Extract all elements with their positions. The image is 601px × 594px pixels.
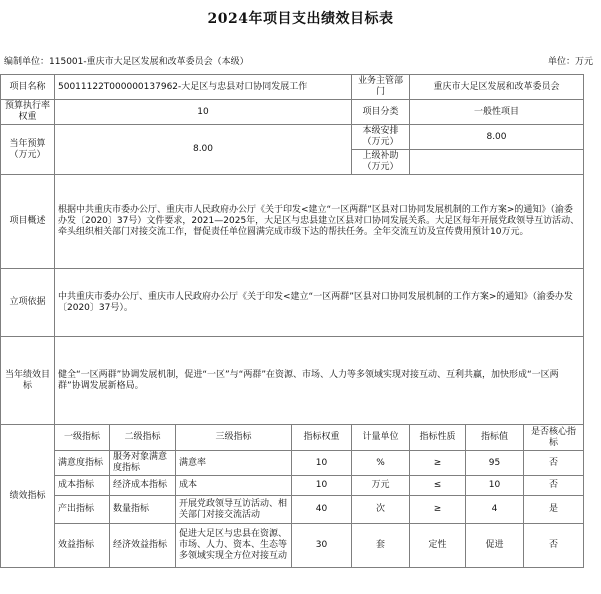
table-row	[1, 524, 584, 568]
row-overview	[1, 175, 584, 269]
row4-core: 否	[524, 524, 584, 568]
row-exec-rate	[1, 100, 584, 125]
overview-text: 根据中共重庆市委办公厅、重庆市人民政府办公厅《关于印发<建立“一区两群”区县对口协同发展机制的工作方案>的通知》（渝委办发〔2020〕37号）文件要求，2021—2025年，大足区与忠县建立区县对口协同发展关系。大足区每年开展党政领导互访活动、牵头组织相关部门对接交流工作，督促责任单位圆满完成市级下达的帮扶任务。全年交流互访及宣传费用预计10万元。	[55, 175, 584, 269]
row3-value: 4	[466, 496, 524, 524]
row3-l3: 开展党政领导互访活动、相关部门对接交流活动	[176, 496, 292, 524]
unit-value: 115001-重庆市大足区发展和改革委员会（本级）	[49, 57, 249, 67]
goal-text: 健全“一区两群”协调发展机制，促进“一区”与“两群”在资源、市场、人力等多领域实现对接互动、互利共赢，加快形成“一区两群”协调发展新格局。	[55, 337, 584, 425]
row3-nature: ≥	[410, 496, 466, 524]
budget-value: 8.00	[55, 125, 352, 175]
row-goal	[1, 337, 584, 425]
row1-l3: 满意率	[176, 451, 292, 476]
row3-unit: 次	[352, 496, 410, 524]
row2-l3: 成本	[176, 476, 292, 496]
subsidy-label: 上级补助（万元）	[352, 150, 410, 175]
project-name-value: 50011122T000000137962-大足区与忠县对口协同发展工作	[55, 75, 352, 100]
overview-label: 项目概述	[1, 175, 55, 269]
table-row	[1, 476, 584, 496]
row-budget	[1, 125, 584, 150]
local-value: 8.00	[410, 125, 584, 150]
row4-l2: 经济效益指标	[110, 524, 176, 568]
row2-l1: 成本指标	[55, 476, 110, 496]
header-l1: 一级指标	[55, 425, 110, 451]
header-value: 指标值	[466, 425, 524, 451]
row3-weight: 40	[292, 496, 352, 524]
table-row	[1, 451, 584, 476]
row1-unit: %	[352, 451, 410, 476]
performance-table	[0, 74, 584, 568]
goal-label: 当年绩效目标	[1, 337, 55, 425]
row3-l1: 产出指标	[55, 496, 110, 524]
table-row	[1, 496, 584, 524]
local-label: 本级安排（万元）	[352, 125, 410, 150]
row3-core: 是	[524, 496, 584, 524]
basis-text: 中共重庆市委办公厅、重庆市人民政府办公厅《关于印发<建立“一区两群”区县对口协同发展机制的工作方案>的通知》（渝委办发〔2020〕37号）。	[55, 269, 584, 337]
page-title: 2024年项目支出绩效目标表	[207, 11, 394, 27]
exec-rate-value: 10	[55, 100, 352, 125]
row4-value: 促进	[466, 524, 524, 568]
row2-unit: 万元	[352, 476, 410, 496]
header-l3: 三级指标	[176, 425, 292, 451]
row4-unit: 套	[352, 524, 410, 568]
row1-l1: 满意度指标	[55, 451, 110, 476]
row-basis	[1, 269, 584, 337]
header-core: 是否核心指标	[524, 425, 584, 451]
header-weight: 指标权重	[292, 425, 352, 451]
category-value: 一般性项目	[410, 100, 584, 125]
budget-label: 当年预算（万元）	[1, 125, 55, 175]
unit-label: 编制单位：	[4, 57, 50, 67]
row1-nature: ≥	[410, 451, 466, 476]
row3-l2: 数量指标	[110, 496, 176, 524]
header-unit: 计量单位	[352, 425, 410, 451]
row2-core: 否	[524, 476, 584, 496]
category-label: 项目分类	[352, 100, 410, 125]
row1-l2: 服务对象满意度指标	[110, 451, 176, 476]
row-project-name	[1, 75, 584, 100]
dept-label: 业务主管部门	[352, 75, 410, 100]
row2-nature: ≤	[410, 476, 466, 496]
row1-value: 95	[466, 451, 524, 476]
subsidy-value	[410, 150, 584, 175]
header-nature: 指标性质	[410, 425, 466, 451]
row2-value: 10	[466, 476, 524, 496]
row4-weight: 30	[292, 524, 352, 568]
row1-weight: 10	[292, 451, 352, 476]
exec-rate-label: 预算执行率权重	[1, 100, 55, 125]
basis-label: 立项依据	[1, 269, 55, 337]
dept-value: 重庆市大足区发展和改革委员会	[410, 75, 584, 100]
row2-weight: 10	[292, 476, 352, 496]
header-l2: 二级指标	[110, 425, 176, 451]
project-name-label: 项目名称	[1, 75, 55, 100]
unit-info	[4, 54, 249, 67]
row4-l1: 效益指标	[55, 524, 110, 568]
row4-l3: 促进大足区与忠县在资源、市场、人力、资本、生态等多领域实现全方位对接互动	[176, 524, 292, 568]
indicators-label: 绩效指标	[1, 425, 55, 568]
row2-l2: 经济成本指标	[110, 476, 176, 496]
indicator-header-row	[1, 425, 584, 451]
money-unit: 单位：万元	[547, 57, 593, 67]
row1-core: 否	[524, 451, 584, 476]
row4-nature: 定性	[410, 524, 466, 568]
